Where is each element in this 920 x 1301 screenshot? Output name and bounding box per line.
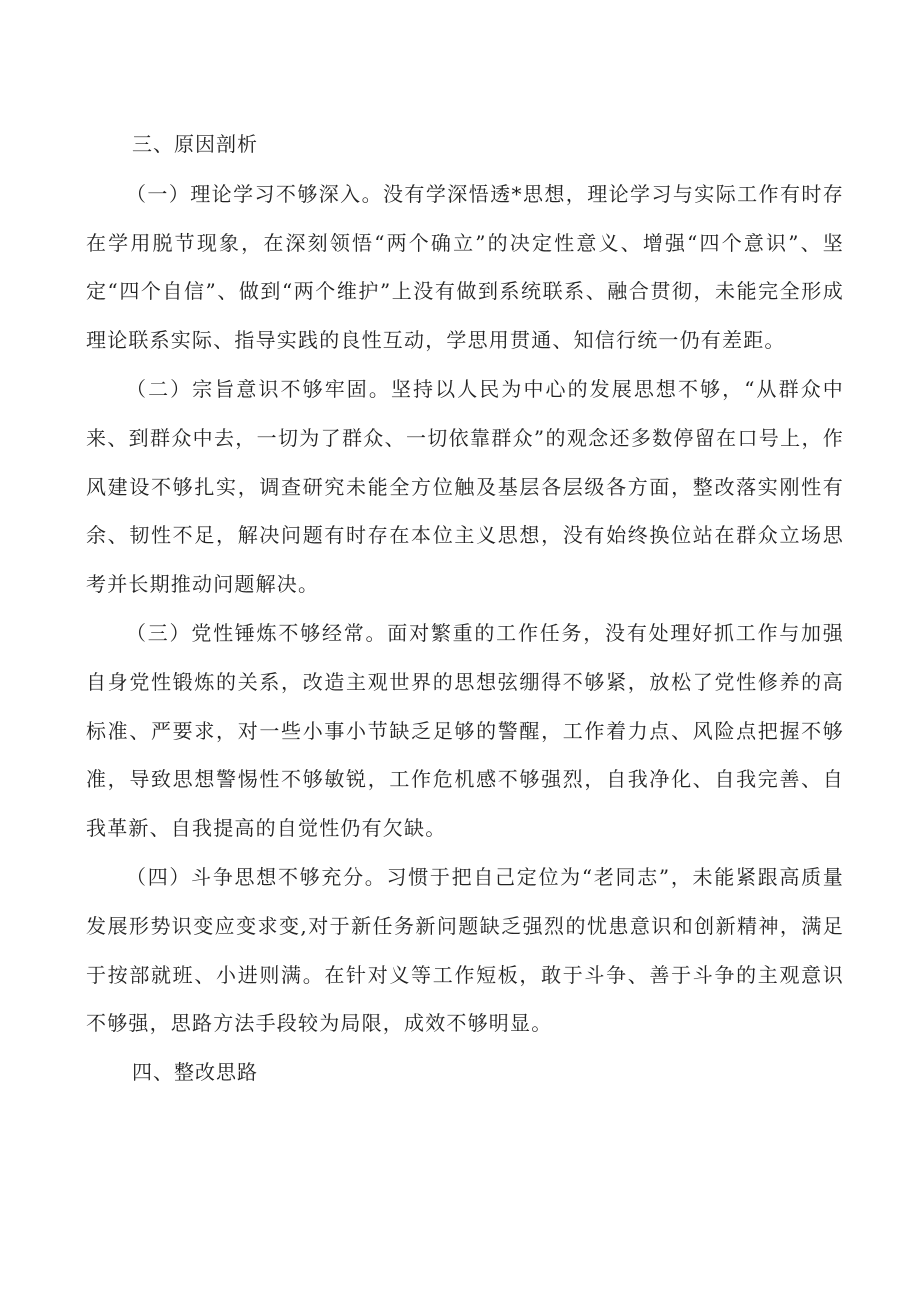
paragraph-purpose-awareness: （二）宗旨意识不够牢固。坚持以人民为中心的发展思想不够，“从群众中来、到群众中去，一切为了群众、一切依靠群众”的观念还多数停留在口号上，作风建设不够扎实，调查研究未能全方位触及基层各层级各方面，整改落实刚性有余、韧性不足，解决问题有时存在本位主义思想，没有始终换位站在群众立场思考并长期推动问题解决。 [86,377,844,596]
paragraph-struggle-spirit: （四）斗争思想不够充分。习惯于把自己定位为“老同志”，未能紧跟高质量发展形势识变应变求变,对于新任务新问题缺乏强烈的忧患意识和创新精神，满足于按部就班、小进则满。在针对义等工作短板，敢于斗争、善于斗争的主观意识不够强，思路方法手段较为局限，成效不够明显。 [86,865,844,1036]
paragraph-party-spirit: （三）党性锤炼不够经常。面对繁重的工作任务，没有处理好抓工作与加强自身党性锻炼的关系，改造主观世界的思想弦绷得不够紧，放松了党性修养的高标准、严要求，对一些小事小节缺乏足够的警醒，工作着力点、风险点把握不够准，导致思想警惕性不够敏锐，工作危机感不够强烈，自我净化、自我完善、自我革新、自我提高的自觉性仍有欠缺。 [86,621,844,840]
document-body [86,120,844,1096]
paragraph-theory-study: （一）理论学习不够深入。没有学深悟透*思想，理论学习与实际工作有时存在学用脱节现象，在深刻领悟“两个确立”的决定性意义、增强“四个意识”、坚定“四个自信”、做到“两个维护”上没有做到系统联系、融合贯彻，未能完全形成理论联系实际、指导实践的良性互动，学思用贯通、知信行统一仍有差距。 [86,182,844,352]
section-heading-cause-analysis: 三、原因剖析 [132,132,258,156]
section-heading-rectification: 四、整改思路 [132,1059,258,1084]
